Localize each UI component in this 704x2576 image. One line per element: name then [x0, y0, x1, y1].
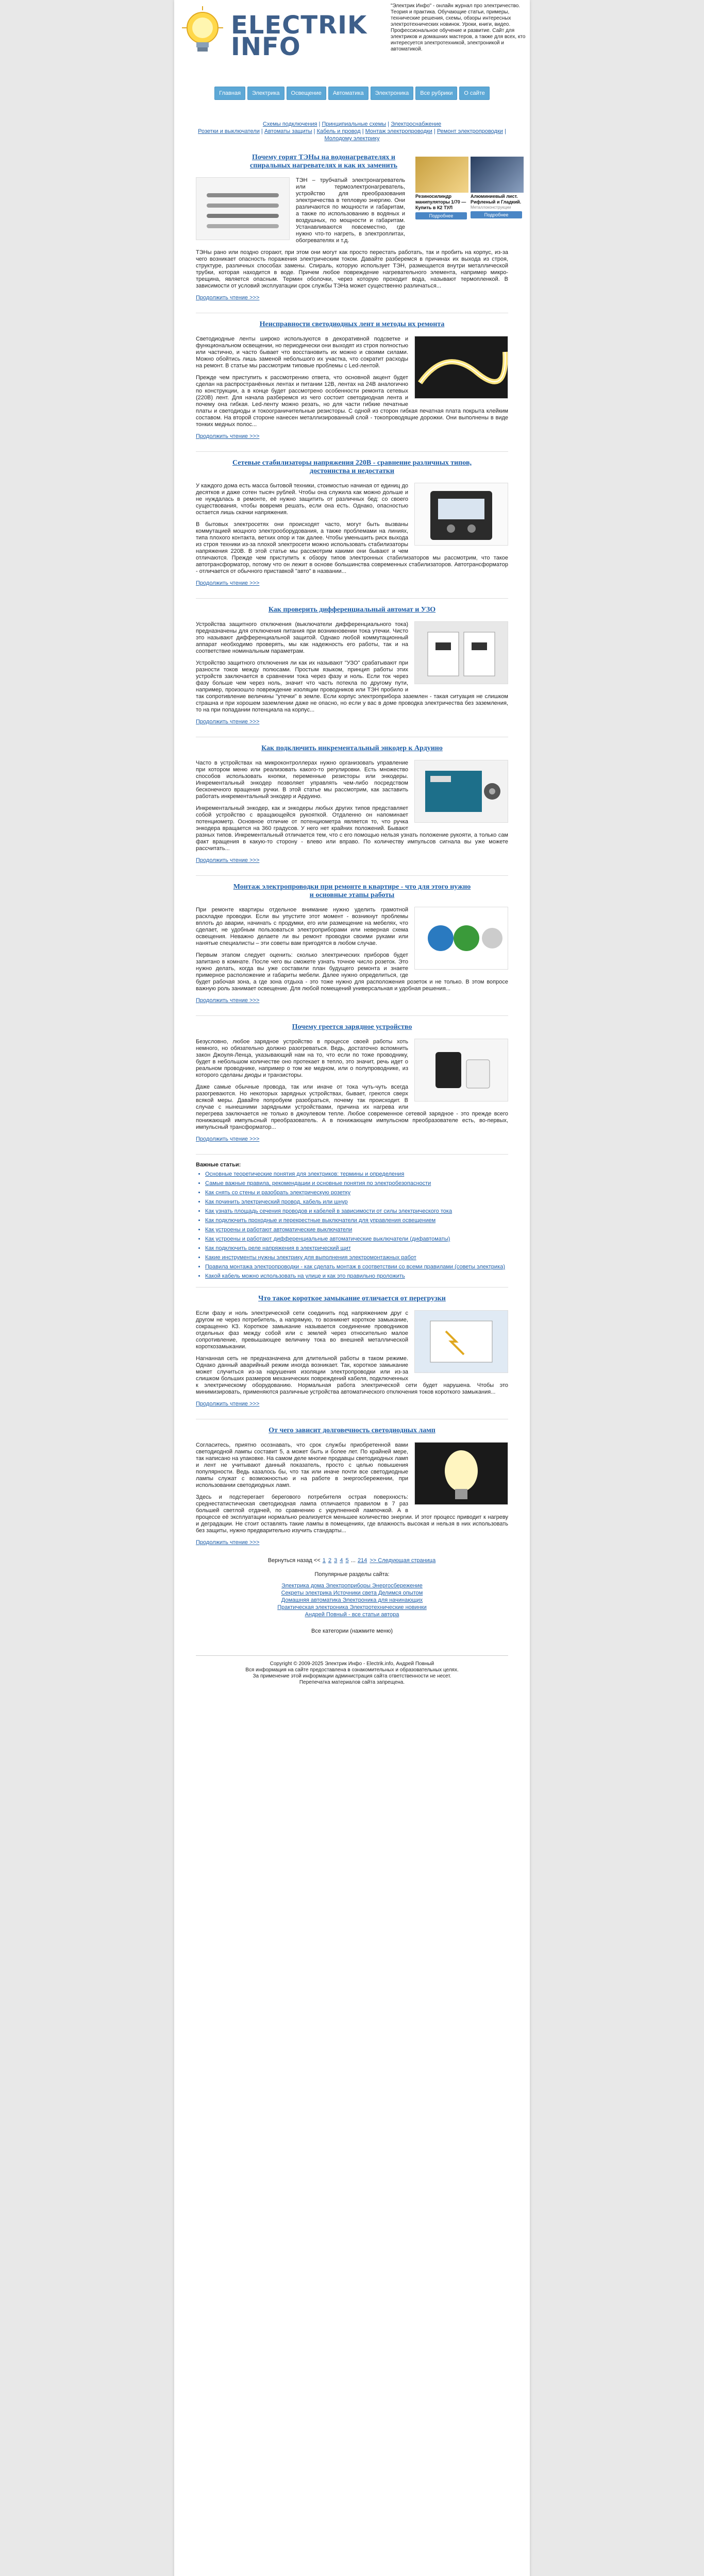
article-body: Часто в устройствах на микроконтроллерах нужно организовать управление при котором меню или реализовать какого-то регулировки. Есть множество способов использовать кнопки, переменные резисторы или энкодеры. Инкрементальный энкодер позволяет управлять чем-либо посредством бесконечного вращения ручки. В этой статье мы рассмотрим, как заставить работать инкрементальный энкодер и Ардуино. Инкрементальный энкодер, как и энкодеры любых других типов представляет собой устройство с вращающейся рукояткой. Отдаленно он напоминает потенциометр. Основное отличие от потенциометра является то, что ручка энкодера вращается на 360 градусов. У него нет крайних положений. Бывают разных типов. Инкрементальный отличается тем, что с его помощью нельзя узнать положение рукояти, а только сам факт вращения в какую-то сторону - влево или вправо. По количеству импульсов сигнала вы уже можете рассчитать... Продолжить чтение >>> [196, 760, 508, 863]
important-link[interactable]: • Как устроены и работают автоматические выключатели [205, 1227, 508, 1233]
article-title[interactable]: Монтаж электропроводки при ремонте в квартире - что для этого нужно и основные этапы работы [233, 883, 471, 899]
pager-prev[interactable]: Вернуться назад << [267, 1557, 321, 1564]
nav-item-about[interactable]: О сайте [459, 87, 489, 100]
read-more-link[interactable]: Продолжить чтение >>> [196, 857, 260, 863]
article-body: Светодиодные ленты широко используются в декоративной подсветке и функциональном освещении, но периодически они выходят из строя полностью или частично, и часто бывает что восстановить их можно и своими силами. Можно обойтись лишь заменой небольшого их участка, что сократит расходы на ремонт. В статье мы рассмотрим типовые проблемы с Led-лентой. Прежде чем приступить к рассмотрению ответа, что основной акцент будет сделан на распространённых лентах и питании 12В, лентах на 24В аналогично по конструкции, а в конце будет рассмотрено особенности ремонта сетевых (220В) лент. Для начала разберемся из чего состоит светодиодная лента и почему она гибкая. Led-ленту можно резать, но для части гибкие печатные платы и светодиоды и токоограничительные резисторы. С одной из сторон гибкая печатная плата покрыта клейким составом. На второй стороне нанесен металлизированный слой - токопроводящие дорожки. Они выполнены в виде тонких медных полос... Продолжить чтение >>> [196, 336, 508, 439]
ad-block: Резиносилиндр манипуляторы 1/70 — Купить в К2 ТУЛ Подробнее Алюминиевый лист. Рифленый и Гладкий. Металлоконструкции Подробнее [415, 157, 524, 219]
cat-link[interactable]: Молодому электрику [324, 135, 380, 142]
article-title[interactable]: Почему греется зарядное устройство [292, 1023, 412, 1031]
important-link[interactable]: • Как подключить проходные и перекрестные выключатели для управления освещением [205, 1217, 508, 1224]
article [196, 606, 508, 725]
article-image[interactable] [414, 621, 508, 684]
popular-link[interactable]: Электрика дома Электроприборы Энергосбережение [281, 1583, 423, 1589]
article [196, 883, 508, 1004]
read-more-link[interactable]: Продолжить чтение >>> [196, 997, 260, 1004]
important-link[interactable]: • Как снять со стены и разобрать электрическую розетку [205, 1190, 508, 1196]
all-categories-link[interactable]: Все категории (нажмите меню) [311, 1628, 393, 1634]
ad-button[interactable]: Подробнее [415, 212, 467, 219]
article-image[interactable] [414, 907, 508, 970]
important-link[interactable]: • Правила монтажа электропроводки - как сделать монтаж в соответствии со всеми правилами (советы электрика) [205, 1264, 508, 1270]
pager-page[interactable]: 2 [328, 1557, 332, 1564]
nav-item-home[interactable]: Главная [214, 87, 245, 100]
article [196, 459, 508, 587]
important-articles [196, 1162, 508, 1280]
pager-page[interactable]: 3 [334, 1557, 338, 1564]
important-link[interactable]: • Самые важные правила, рекомендации и основные понятия по электробезопасности [205, 1180, 508, 1187]
cat-link[interactable]: Принципиальные схемы [322, 121, 387, 127]
article-body: Безусловно, любое зарядное устройство в процессе своей работы хоть немного, но обязательно должно разогреваться. Ведь, достаточно вспомнить закон Джоуля-Ленца, указывающий нам на то, что если по тоже проводнику, будет в небольшом количестве оно протекает в тепло, это значит, речь идет о реальном проводнике, например о том же медном, или о полупроводнике, из которого сделаны диоды и транзисторы. Даже самые обычные провода, так или иначе от тока чуть-чуть всегда разогреваются. Но некоторых зарядных устройствах, бывает, греются сверх всякой меры. Давайте попробуем разобраться, почему так происходит. В случае с нынешними зарядными устройствами, причина их нагрева или перегрева заключается не только в джоулевом тепле. Любое современное сетевой зарядное - это прежде всего понижающий импульсный преобразователь. А в понижающем импульсном преобразователе есть, во-первых, импульсный трансформатор... Продолжить чтение >>> [196, 1039, 508, 1142]
popular-link[interactable]: Андрей Повный - все статьи автора [305, 1612, 399, 1618]
read-more-link[interactable]: Продолжить чтение >>> [196, 1539, 260, 1546]
article-image[interactable] [414, 760, 508, 823]
article-image[interactable] [414, 1039, 508, 1101]
important-link[interactable]: • Как устроены и работают дифференциальные автоматические выключатели (дифавтоматы) [205, 1236, 508, 1243]
important-link[interactable]: • Какой кабель можно использовать на улице и как это правильно проложить [205, 1273, 508, 1280]
footer-line: За применение этой информации администрация сайта ответственности не несет. [253, 1673, 451, 1679]
article [196, 744, 508, 864]
read-more-link[interactable]: Продолжить чтение >>> [196, 580, 260, 586]
nav-item-all-rubrics[interactable]: Все рубрики [415, 87, 457, 100]
page [174, 0, 530, 2576]
article-image[interactable] [414, 483, 508, 546]
article [196, 1427, 508, 1546]
important-link[interactable]: • Как починить электрический провод, кабель или шнур [205, 1199, 508, 1206]
article-body: При ремонте квартиры отдельное внимание нужно уделить грамотной раскладке проводки. Если вы упустите этот момент - возникнут проблемы вплоть до аварии, начинать с продумки, его или размещение на мебелях, что сделает, не удобным пользоваться электроприборами или неверная схема освещения. Неважно делаете ли вы ремонт проводки своими руками или нанятые специалисты – эти советы вам пригодятся в любом случае. Первым этапом следует оценить: сколько электрических приборов будет запитано в комнате. После чего вы сможете узнать точное число розеток. Это нужно делать, когда вы уже составили план будущего ремонта и знаете примерное расположение и габариты мебели. Далее нужно определиться, где будет рабочая зона, а где зона отдыха - это тоже нужно для расположения розеток и не только. В этом вопросе важную роль занимает освещение. Для любой помещений универсальная и удобная решения... Продолжить чтение >>> [196, 907, 508, 1004]
pager-ellipsis: ... [350, 1557, 356, 1564]
article-body: Устройства защитного отключения (выключатели дифференциального тока) предназначены для отключения питания при возникновении тока утечки. Чисто это называют дифференциальной защитой. Однако любой коммутационный аппарат необходимо проверять, мы как надежность его работы, так и на соответствие номинальным параметрам. Устройство защитного отключения ли как их называют "УЗО" срабатывают при разности токов между полюсами. Простым языком, принцип работы этих устройств заключается в сравнении тока через фазу и ноль. Если ток через фазу больше чем через ноль, значит что часть потекла по другому пути, например, произошло повреждение изоляции проводников или ТЭН пробило и так сопротивление величины "утечки" в земле. Если корпус электроприбора заземлен - такая ситуация не слишком страшна и при хорошем заземлении даже не опасно, но если у вас в доме проводка электричества без заземления, то на при попадании потенциала на корпус... Продолжить чтение >>> [196, 621, 508, 725]
article [196, 1295, 508, 1408]
pager-page[interactable]: 4 [340, 1557, 343, 1564]
nav-item-lighting[interactable]: Освещение [287, 87, 326, 100]
cat-link[interactable]: Монтаж электропроводки [365, 128, 432, 134]
main-nav [174, 87, 530, 100]
ad-button[interactable]: Подробнее [471, 211, 522, 218]
footer-copyright: Copyright © 2009-2025 Электрик Инфо - Electrik.info, Андрей Повный [270, 1661, 434, 1667]
cat-link[interactable]: Схемы подключения [262, 121, 317, 127]
pager-next[interactable]: >> Следующая страница [370, 1557, 436, 1564]
category-links: Схемы подключения | Принципиальные схемы | Электроснабжение Розетки и выключатели | Автоматы защиты | Кабель и провод | Монтаж электропроводки | Ремонт электропроводки | Молодому электрику [198, 121, 506, 142]
read-more-link[interactable]: Продолжить чтение >>> [196, 1401, 260, 1407]
important-link[interactable]: • Какие инструменты нужны электрику для выполнения электромонтажных работ [205, 1255, 508, 1261]
pager-page[interactable]: 5 [345, 1557, 349, 1564]
cat-link[interactable]: Электроснабжение [391, 121, 442, 127]
article-title[interactable]: Почему горят ТЭНы на водонагревателях и спиральных нагревателях и как их заменить [250, 154, 397, 170]
article [196, 154, 522, 301]
main-content [174, 154, 530, 1686]
pager-page[interactable]: 1 [322, 1557, 326, 1564]
important-link[interactable]: • Как узнать площадь сечения проводов и кабелей в зависимости от силы электрического тока [205, 1208, 508, 1215]
article-title[interactable]: Неисправности светодиодных лент и методы их ремонта [259, 320, 445, 328]
important-heading: Важные статьи: [196, 1162, 241, 1168]
ad-image[interactable] [471, 157, 524, 193]
article-title[interactable]: От чего зависит долговечность светодиодных ламп [269, 1427, 435, 1434]
popular-link[interactable]: Практическая электроника Электротехнические новинки [277, 1604, 427, 1611]
header [174, 0, 530, 70]
article-image[interactable] [414, 336, 508, 399]
site-description: "Электрик Инфо" - онлайн журнал про электричество. Теория и практика. Обучающие статьи, примеры, технические решения, схемы, обзоры интересных электротехнических новинок. Уроки, книги, видео. Профессиональное обучение и развитие. Сайт для электриков и домашних мастеров, а также для всех, кто интересуется электротехникой, электроникой и автоматикой. [391, 3, 526, 52]
logo-icon [179, 6, 226, 58]
nav-item-automation[interactable]: Автоматика [328, 87, 368, 100]
nav-item-electrics[interactable]: Электрика [247, 87, 284, 100]
cat-link[interactable]: Кабель и провод [316, 128, 361, 134]
article-image[interactable] [414, 1310, 508, 1373]
article-title[interactable]: Как проверить дифференциальный автомат и УЗО [268, 606, 436, 614]
cat-link[interactable]: Автоматы защиты [264, 128, 312, 134]
popular-sections [196, 1571, 508, 1635]
article [196, 320, 508, 440]
popular-link[interactable]: Секреты электрика Источники света Делимся опытом [281, 1590, 423, 1596]
logo-text: ELECTRIK INFO [231, 11, 367, 61]
footer-line: Вся информация на сайте предоставлена в ознакомительных и образовательных целях. [245, 1667, 459, 1673]
footer [196, 1655, 508, 1686]
site-logo[interactable] [179, 6, 367, 61]
read-more-link[interactable]: Продолжить чтение >>> [196, 1136, 260, 1142]
pager-page[interactable]: 214 [357, 1557, 367, 1564]
article-body: Согласитесь, приятно осознавать, что срок службы приобретенной вами светодиодной лампы составит 5, а может быть и более лет. По крайней мере, так написано на упаковке. На самом деле многие продавцы светодиодных ламп и лент не учитывают данный показатель, просто с целью повышения популярности. Ведь казалось бы, что так или иначе почти все светодиодные лампы служат с возможностью и на работе в энергосбережении, при использовании светодиодных ламп. Здесь и подстерегает берегового потребителя острая поверхность: среднестатистическая светодиодная лампа отличается правилом в 7 раз большей светлой отдачей, по сравнению с укрупненной лампочкой. А в процессе её эксплуатации нормально реализуется меньшее количество энергии. И этот процесс приводит к нагреву и деградации. Не стоит оставлять такие лампы в помещениях, где влажность высокая и нельзя в них использовать без защиты, нужно предварительно изучить стандарты... Продолжить чтение >>> [196, 1442, 508, 1546]
article-body: Если фазу и ноль электрической сети соединить под напряжением друг с другом не через потребитель, а напрямую, то возникнет короткое замыкание, сокращенно КЗ. Короткое замыкание называется соединение проводников отдельных фаз между собой или с землей через относительно малое сопротивление, превышающее величину тока во внешней металлической короткозамыкании. Нагнанная сеть не предназначена для длительной работы в таком режиме. Однако данный аварийный режим иногда возникает. Так, короткое замыкание может случиться из-за нарушения изоляции электропроводки или из-за слишком больших размеров механических повреждений кабеля, подключенных к электрическому оборудованию. Нормальная работа электрической сети будет нарушена. Чтобы это минимизировать, применяются различные устройства автоматического отключения токов короткого замыкания... Продолжить чтение >>> [196, 1310, 508, 1407]
cat-link[interactable]: Розетки и выключатели [198, 128, 260, 134]
article-image[interactable] [196, 177, 290, 240]
important-link[interactable]: • Как подключить реле напряжения в электрический щит [205, 1245, 508, 1252]
nav-item-electronics[interactable]: Электроника [371, 87, 414, 100]
pagination [196, 1557, 508, 1564]
article-image[interactable] [414, 1442, 508, 1505]
footer-line: Перепечатка материалов сайта запрещена. [299, 1680, 405, 1685]
cat-link[interactable]: Ремонт электропроводки [437, 128, 503, 134]
article-title[interactable]: Что такое короткое замыкание отличается от перегрузки [258, 1295, 446, 1302]
popular-heading: Популярные разделы сайта: [314, 1571, 390, 1578]
important-link[interactable]: • Основные теоретические понятия для электриков: термины и определения [205, 1171, 508, 1178]
article-title[interactable]: Как подключить инкрементальный энкодер к Ардуино [261, 744, 443, 752]
read-more-link[interactable]: Продолжить чтение >>> [196, 295, 260, 301]
article-body: У каждого дома есть масса бытовой техники, стоимостью начиная от единиц до десятков и даже сотен тысяч рублей. Чтобы она служила как можно дольше и не нуждалась в ремонте, её нужно защитить от различных бед: со своего существования, чтобы вовремя решать, если она есть. Однако, опасностью остается лишь скачки напряжения. В бытовых электросетях они происходят часто, могут быть вызваны коммутацией мощного электрооборудования, а также проблемами на линиях, типа плохого контакта, ветхих опор и так далее. Чтобы уменьшить риск выхода из строя техники из-за плохой электросети можно использовать стабилизаторы напряжения 220В. В этой статье мы рассмотрим какими они бывают и чем отличаются. Прежде чем приступить к обзору типов электронных стабилизаторов мы рассмотрим, что такое автотрансформатор, потому что он лежит в основе большинства современных стабилизаторов. Автотрансформатор - отличается от обычного приставкой "авто" в названии... Продолжить чтение >>> [196, 483, 508, 586]
article-title[interactable]: Сетевые стабилизаторы напряжения 220В - сравнение различных типов, достоинства и недостатки [232, 459, 472, 475]
read-more-link[interactable]: Продолжить чтение >>> [196, 719, 260, 725]
article [196, 1023, 508, 1143]
popular-link[interactable]: Домашняя автоматика Электроника для начинающих [281, 1597, 423, 1603]
read-more-link[interactable]: Продолжить чтение >>> [196, 433, 260, 439]
article-body: ТЭН – трубчатый электронагреватель или термоэлектронагреватель, устройство для преобразования электричества в тепловую энергию. Они различаются по мощности и габаритам, а также по использованию в водяных и воздушных, по мощности и габаритам. Устанавливаются повсеместно, где нужно что-то нагреть, в электроплитах, обогревателях и т.д. ТЭНы рано или поздно сгорают, при этом они могут как просто перестать работать, так и пробить на корпус, из-за чего возникает опасность поражения электрическим током. Давайте разберемся в причинах их выхода из строя, структуре, различных способах замены. Спираль, которую использует ТЭН, размещается внутри металлической трубки, которая находится в воде. Причем любое повреждение нагревательного элемента, например микро-трещина, является опасным. Термин оболочки, через которую проходит вода, называют термопленкой. В зависимости от условий эксплуатации срок службы ТЭНа может существенно различаться... Продолжить чтение >>> [196, 177, 508, 301]
ad-image[interactable] [415, 157, 468, 193]
